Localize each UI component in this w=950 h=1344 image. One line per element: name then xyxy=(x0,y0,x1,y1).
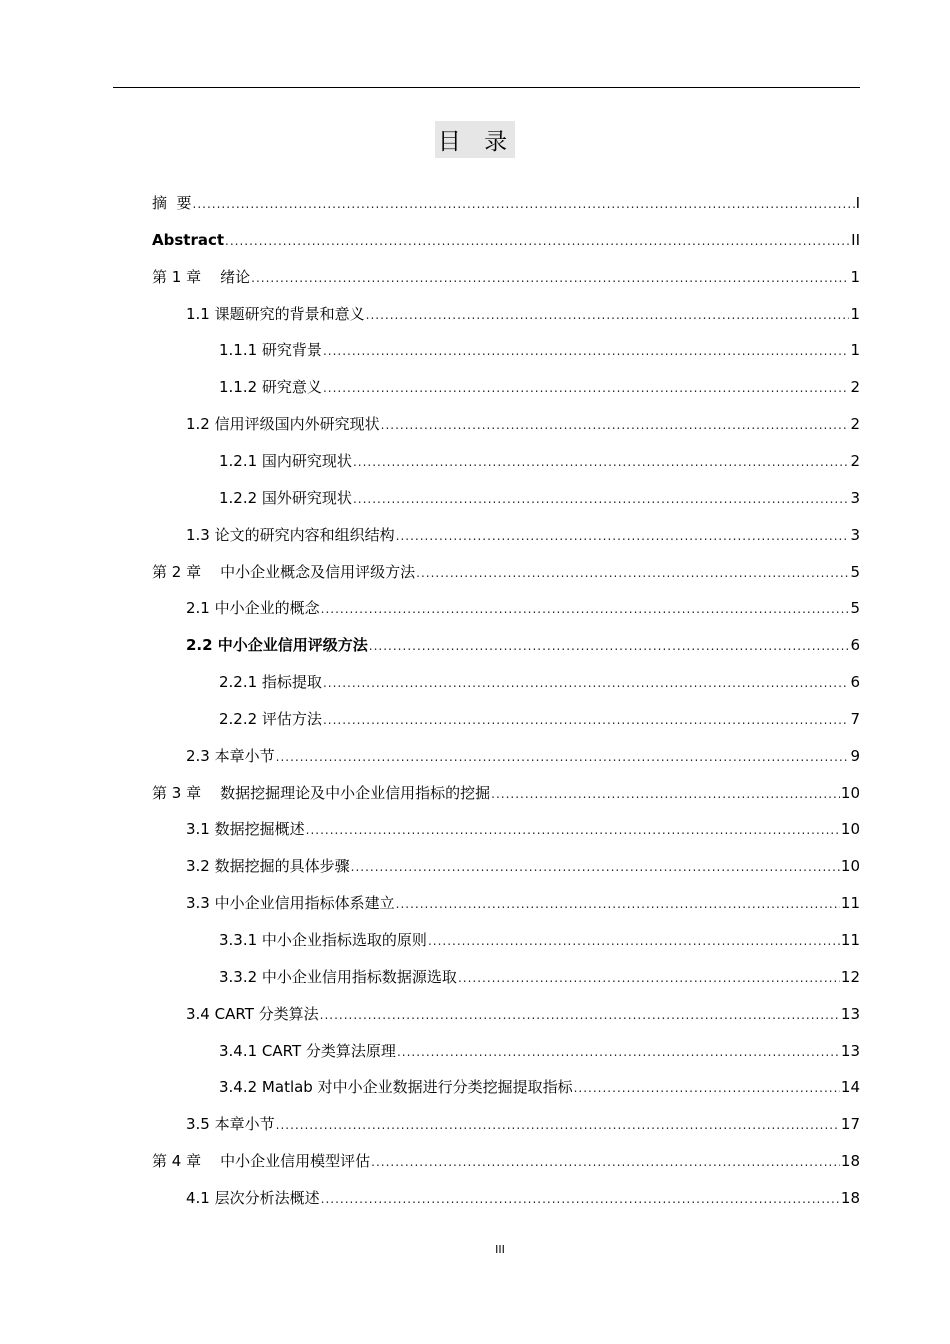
toc-entry-label: 3.4.2 Matlab 对中小企业数据进行分类挖掘提取指标 xyxy=(219,1078,573,1097)
toc-leader-dots xyxy=(353,486,850,512)
toc-entry[interactable] xyxy=(219,337,860,363)
toc-leader-dots xyxy=(323,707,850,733)
toc-entry-label: 1.2.2 国外研究现状 xyxy=(219,488,352,507)
toc-leader-dots xyxy=(323,375,850,401)
toc-entry-label: Abstract xyxy=(152,230,225,249)
toc-entry[interactable] xyxy=(219,706,860,732)
toc-entry[interactable] xyxy=(186,595,860,621)
toc-entry-label: 3.2 数据挖掘的具体步骤 xyxy=(186,857,350,876)
toc-entry-page: 12 xyxy=(840,967,860,986)
toc-entry-label: 4.1 层次分析法概述 xyxy=(186,1188,320,1207)
toc-entry-label: 2.2.1 指标提取 xyxy=(219,673,322,692)
toc-entry-page: 18 xyxy=(840,1188,860,1207)
toc-entry-label: 2.1 中小企业的概念 xyxy=(186,599,320,618)
toc-leader-dots xyxy=(193,191,855,217)
toc-entry[interactable] xyxy=(186,1001,860,1027)
toc-entry[interactable] xyxy=(186,890,860,916)
toc-entry[interactable] xyxy=(186,632,860,658)
toc-entry-label: 第 1 章 绪论 xyxy=(152,267,251,286)
header-rule xyxy=(113,87,860,88)
toc-entry-label: 3.5 本章小节 xyxy=(186,1115,275,1134)
toc-entry[interactable] xyxy=(186,411,860,437)
toc-leader-dots xyxy=(396,523,850,549)
toc-entry-page: 6 xyxy=(850,673,860,692)
toc-entry-page: 1 xyxy=(850,267,860,286)
toc-leader-dots xyxy=(397,1039,840,1065)
toc-title-wrap xyxy=(0,121,950,158)
toc-entry-label: 2.2 中小企业信用评级方法 xyxy=(186,636,368,655)
toc-entry-label: 1.1.2 研究意义 xyxy=(219,378,322,397)
toc-entry-page: 11 xyxy=(840,931,860,949)
toc-entry-page: 2 xyxy=(850,451,860,470)
toc-entry-page: 10 xyxy=(840,857,860,876)
toc-leader-dots xyxy=(351,854,840,880)
toc-leader-dots xyxy=(353,449,850,475)
toc-entry[interactable] xyxy=(152,559,860,585)
toc-entry-page: 17 xyxy=(840,1115,860,1134)
toc-entry[interactable] xyxy=(152,780,860,806)
toc-entry-label: 第 2 章 中小企业概念及信用评级方法 xyxy=(152,562,416,581)
toc-entry-page: 1 xyxy=(850,304,860,323)
toc-entry-label: 2.2.2 评估方法 xyxy=(219,709,322,728)
toc-entry-page: 18 xyxy=(840,1152,860,1171)
toc-entry[interactable] xyxy=(219,964,860,990)
toc-entry-page: 7 xyxy=(850,709,860,728)
toc-entry-label: 3.3.1 中小企业指标选取的原则 xyxy=(219,931,427,949)
toc-entry[interactable] xyxy=(186,301,860,327)
toc-entry[interactable] xyxy=(186,522,860,548)
toc-entry[interactable] xyxy=(186,853,860,879)
toc-entry-label: 3.4.1 CART 分类算法原理 xyxy=(219,1041,396,1060)
toc-entry[interactable] xyxy=(152,264,860,290)
toc-entry-label: 1.2 信用评级国内外研究现状 xyxy=(186,415,380,434)
toc-entry[interactable] xyxy=(186,1111,860,1137)
toc-leader-dots xyxy=(321,1186,840,1212)
toc-entry-label: 3.3.2 中小企业信用指标数据源选取 xyxy=(219,967,457,986)
toc-leader-dots xyxy=(276,744,850,770)
toc-leader-dots xyxy=(369,633,850,659)
toc-leader-dots xyxy=(306,817,840,843)
toc-leader-dots xyxy=(574,1075,840,1101)
toc-leader-dots xyxy=(491,781,840,807)
toc-entry-page: 13 xyxy=(840,1004,860,1023)
toc-entry-page: 1 xyxy=(850,341,860,360)
toc-entry-page: 9 xyxy=(850,746,860,765)
toc-leader-dots xyxy=(323,338,850,364)
toc-leader-dots xyxy=(276,1112,840,1138)
toc-entry-page: I xyxy=(855,194,860,212)
toc-entry-label: 1.2.1 国内研究现状 xyxy=(219,451,352,470)
toc-entry-label: 第 4 章 中小企业信用模型评估 xyxy=(152,1152,371,1171)
toc-entry[interactable] xyxy=(152,227,860,253)
toc-entry-page: 3 xyxy=(850,525,860,544)
toc-leader-dots xyxy=(321,596,850,622)
page-number: III xyxy=(495,1243,505,1256)
toc-leader-dots xyxy=(416,560,849,586)
toc-entry-page: 2 xyxy=(850,378,860,397)
toc-leader-dots xyxy=(381,412,850,438)
toc-entry-page: 2 xyxy=(850,415,860,434)
toc-leader-dots xyxy=(320,1002,840,1028)
toc-leader-dots xyxy=(458,965,840,991)
toc-entry-label: 2.3 本章小节 xyxy=(186,746,275,765)
toc-leader-dots xyxy=(366,302,850,328)
toc-entry-label: 1.1.1 研究背景 xyxy=(219,341,322,360)
toc-entry-page: 3 xyxy=(850,488,860,507)
toc-entry[interactable] xyxy=(186,743,860,769)
toc-entry-label: 3.4 CART 分类算法 xyxy=(186,1004,319,1023)
toc-entry[interactable] xyxy=(152,1148,860,1174)
toc-title: 目 录 xyxy=(435,121,515,158)
toc-entry-label: 摘 要 xyxy=(152,194,192,212)
toc-entry[interactable] xyxy=(152,190,860,216)
toc-leader-dots xyxy=(371,1149,840,1175)
toc-entry[interactable] xyxy=(186,816,860,842)
toc-entry-page: 11 xyxy=(840,894,860,913)
toc-entry-page: 13 xyxy=(840,1041,860,1060)
toc-entry-label: 第 3 章 数据挖掘理论及中小企业信用指标的挖掘 xyxy=(152,783,491,802)
toc-entry-page: 5 xyxy=(850,562,860,581)
toc-entry[interactable] xyxy=(219,1038,860,1064)
toc-entry-label: 1.3 论文的研究内容和组织结构 xyxy=(186,525,395,544)
toc-entry[interactable] xyxy=(219,669,860,695)
toc-entry-page: 14 xyxy=(840,1078,860,1097)
toc-entry-page: 10 xyxy=(840,820,860,839)
toc-entry[interactable] xyxy=(219,1074,860,1100)
toc-entry[interactable] xyxy=(219,927,860,953)
toc-entry-label: 3.3 中小企业信用指标体系建立 xyxy=(186,894,395,913)
toc-entry[interactable] xyxy=(219,485,860,511)
toc-entry-page: 5 xyxy=(850,599,860,618)
toc-leader-dots xyxy=(225,228,850,254)
toc-entry-page: 10 xyxy=(840,783,860,802)
toc-entry-label: 1.1 课题研究的背景和意义 xyxy=(186,304,365,323)
toc-entry[interactable] xyxy=(219,374,860,400)
toc-entry-page: II xyxy=(851,230,860,249)
toc-entry[interactable] xyxy=(219,448,860,474)
toc-leader-dots xyxy=(251,265,849,291)
toc-entry[interactable] xyxy=(186,1185,860,1211)
toc-leader-dots xyxy=(323,670,850,696)
toc-entry-label: 3.1 数据挖掘概述 xyxy=(186,820,305,839)
toc-leader-dots xyxy=(428,928,840,954)
toc-entry-page: 6 xyxy=(850,636,860,655)
toc-leader-dots xyxy=(396,891,840,917)
